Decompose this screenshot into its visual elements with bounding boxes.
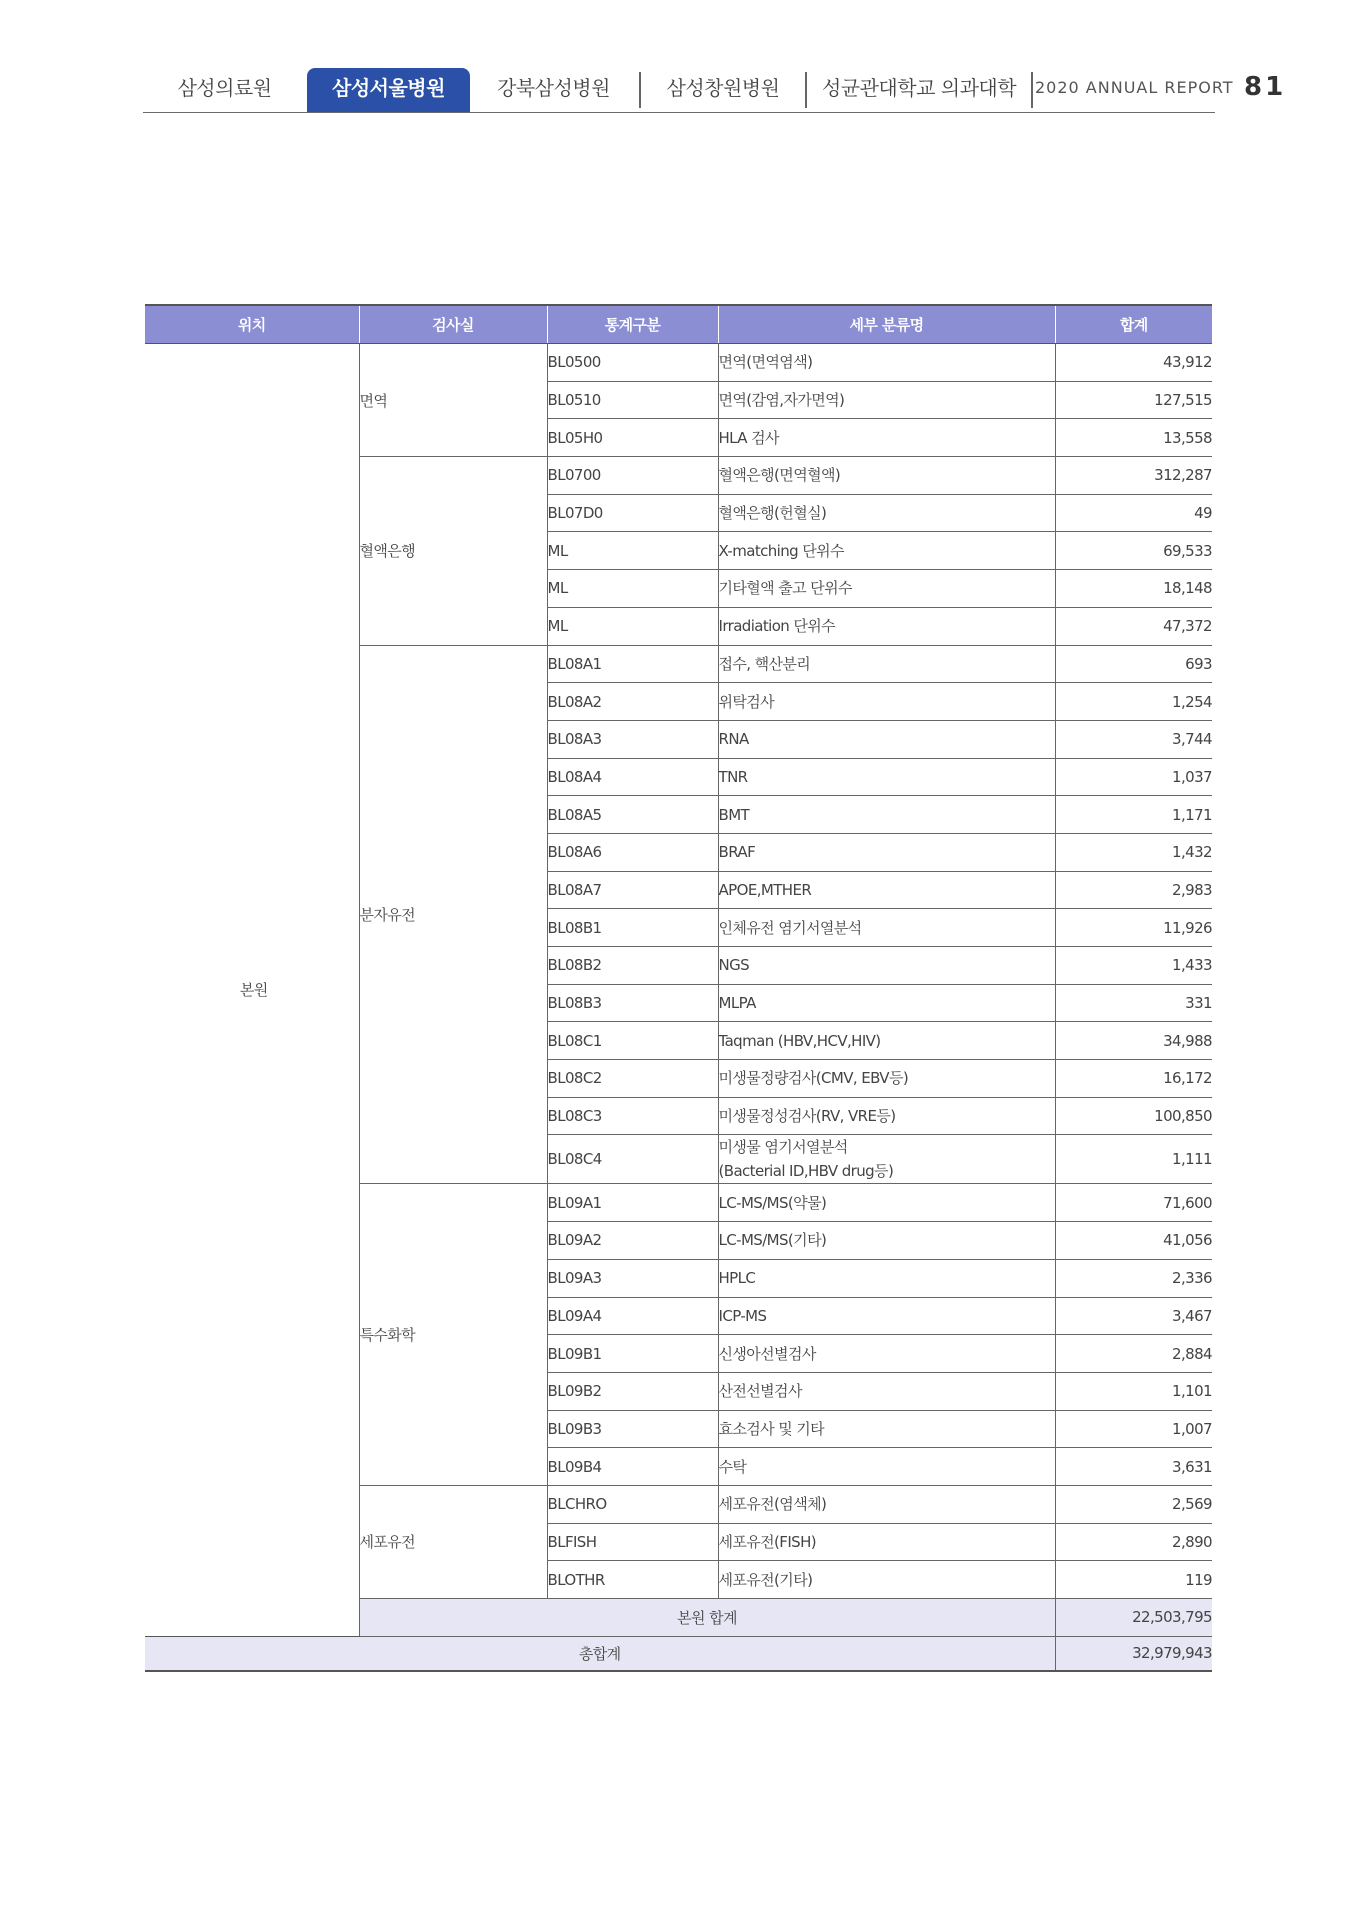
stat-code-cell: BL05H0 (547, 419, 718, 457)
detail-name-text: Taqman (HBV,HCV,HIV) (718, 1031, 881, 1050)
lab-cell: 면역 (359, 344, 547, 457)
detail-name-text: 신생아선별검사 (718, 1344, 816, 1363)
nav-divider (1031, 72, 1033, 108)
detail-name-text: 혈액은행(면역혈액) (718, 466, 841, 485)
detail-name-cell (718, 1297, 1055, 1335)
stat-code-cell: BL08A4 (547, 758, 718, 796)
total-cell: 2,884 (1055, 1335, 1212, 1373)
detail-name-text: 세포유전(기타) (718, 1570, 813, 1589)
total-cell: 331 (1055, 984, 1212, 1022)
stat-code-cell: BL09A3 (547, 1259, 718, 1297)
nav-tab-medical-center[interactable]: 삼성의료원 (177, 76, 272, 100)
detail-name-text: LC-MS/MS(기타) (718, 1231, 827, 1250)
col-header-location: 위치 (145, 305, 359, 344)
detail-name-cell (718, 607, 1055, 645)
col-header-total: 합계 (1055, 305, 1212, 344)
detail-name-text: NGS (718, 956, 750, 975)
stat-code-cell: BL08C2 (547, 1060, 718, 1098)
stat-code-cell: BL09A1 (547, 1184, 718, 1222)
total-cell: 49 (1055, 494, 1212, 532)
total-cell: 1,007 (1055, 1410, 1212, 1448)
stat-code-cell: BL08A1 (547, 645, 718, 683)
total-cell: 69,533 (1055, 532, 1212, 570)
stat-code-cell: BL09B4 (547, 1448, 718, 1486)
stat-code-cell: BL08C1 (547, 1022, 718, 1060)
detail-name-cell (718, 1135, 1055, 1184)
detail-name-cell (718, 833, 1055, 871)
detail-name-subtext: (Bacterial ID,HBV drug등) (718, 1162, 894, 1181)
total-cell: 119 (1055, 1561, 1212, 1599)
detail-name-text: 미생물 염기서열분석 (718, 1138, 848, 1157)
detail-name-cell (718, 1448, 1055, 1486)
detail-name-text: TNR (718, 767, 748, 786)
table-row (145, 344, 1212, 382)
total-cell: 3,744 (1055, 720, 1212, 758)
stat-code-cell: BL08A3 (547, 720, 718, 758)
detail-name-text: ICP-MS (718, 1306, 767, 1325)
total-cell: 71,600 (1055, 1184, 1212, 1222)
detail-name-cell (718, 645, 1055, 683)
lab-cell: 혈액은행 (359, 457, 547, 645)
stat-code-cell: BL0510 (547, 381, 718, 419)
detail-name-cell (718, 1523, 1055, 1561)
nav-tab-seoul-hospital[interactable]: 삼성서울병원 (307, 68, 470, 112)
stat-code-cell: ML (547, 607, 718, 645)
detail-name-cell (718, 683, 1055, 721)
detail-name-text: 미생물정성검사(RV, VRE등) (718, 1107, 896, 1126)
detail-name-cell (718, 494, 1055, 532)
detail-name-cell (718, 1410, 1055, 1448)
table-header-row (145, 305, 1212, 344)
stat-code-cell: BL08C4 (547, 1135, 718, 1184)
nav-tab-medical-school[interactable]: 성균관대학교 의과대학 (821, 76, 1017, 100)
detail-name-text: HLA 검사 (718, 428, 779, 447)
detail-name-cell (718, 570, 1055, 608)
total-cell: 1,111 (1055, 1135, 1212, 1184)
total-cell: 127,515 (1055, 381, 1212, 419)
detail-name-text: MLPA (718, 994, 756, 1013)
stat-code-cell: BL0700 (547, 457, 718, 495)
detail-name-cell (718, 720, 1055, 758)
stat-code-cell: BL09B2 (547, 1372, 718, 1410)
total-cell: 1,432 (1055, 833, 1212, 871)
total-cell: 100,850 (1055, 1097, 1212, 1135)
detail-name-text: 미생물정량검사(CMV, EBV등) (718, 1069, 909, 1088)
subtotal-value: 22,503,795 (1055, 1599, 1212, 1637)
page-number: 81 (1244, 72, 1287, 102)
stat-code-cell: BL08C3 (547, 1097, 718, 1135)
stat-code-cell: BL09B1 (547, 1335, 718, 1373)
total-cell: 1,433 (1055, 947, 1212, 985)
total-cell: 18,148 (1055, 570, 1212, 608)
stats-table (145, 304, 1212, 1672)
detail-name-cell (718, 1184, 1055, 1222)
detail-name-text: X-matching 단위수 (718, 541, 844, 560)
detail-name-cell (718, 381, 1055, 419)
stat-code-cell: BL08B3 (547, 984, 718, 1022)
stat-code-cell: BL08A6 (547, 833, 718, 871)
detail-name-cell (718, 1060, 1055, 1098)
subtotal-label: 본원 합계 (359, 1599, 1055, 1637)
detail-name-cell (718, 1022, 1055, 1060)
col-header-detail-name: 세부 분류명 (718, 305, 1055, 344)
grand-total-label: 총합계 (145, 1636, 1055, 1671)
total-cell: 3,467 (1055, 1297, 1212, 1335)
total-cell: 2,569 (1055, 1485, 1212, 1523)
lab-cell: 세포유전 (359, 1485, 547, 1598)
total-cell: 1,254 (1055, 683, 1212, 721)
detail-name-text: 혈액은행(헌혈실) (718, 504, 827, 523)
lab-cell: 특수화학 (359, 1184, 547, 1486)
stat-code-cell: BL0500 (547, 344, 718, 382)
stat-code-cell: BL08A5 (547, 796, 718, 834)
stat-code-cell: BL09A4 (547, 1297, 718, 1335)
detail-name-cell (718, 947, 1055, 985)
detail-name-text: LC-MS/MS(약물) (718, 1193, 827, 1212)
col-header-stat-code: 통계구분 (547, 305, 718, 344)
stat-code-cell: BLOTHR (547, 1561, 718, 1599)
stat-code-cell: BLFISH (547, 1523, 718, 1561)
detail-name-text: 인체유전 염기서열분석 (718, 918, 862, 937)
report-title: 2020 ANNUAL REPORT (1035, 78, 1234, 97)
total-cell: 3,631 (1055, 1448, 1212, 1486)
stat-code-cell: BL09A2 (547, 1222, 718, 1260)
detail-name-text: 접수, 핵산분리 (718, 654, 811, 673)
detail-name-cell (718, 796, 1055, 834)
stat-code-cell: ML (547, 570, 718, 608)
detail-name-cell (718, 457, 1055, 495)
detail-name-text: BRAF (718, 843, 756, 862)
stat-code-cell: BL09B3 (547, 1410, 718, 1448)
detail-name-text: 세포유전(FISH) (718, 1532, 817, 1551)
total-cell: 2,983 (1055, 871, 1212, 909)
detail-name-cell (718, 532, 1055, 570)
stat-code-cell: ML (547, 532, 718, 570)
detail-name-cell (718, 1485, 1055, 1523)
detail-name-cell (718, 1222, 1055, 1260)
nav-divider (639, 72, 641, 108)
detail-name-cell (718, 1259, 1055, 1297)
stat-code-cell: BL08A7 (547, 871, 718, 909)
total-cell: 693 (1055, 645, 1212, 683)
detail-name-text: 산전선별검사 (718, 1382, 802, 1401)
nav-tab-changwon-hospital[interactable]: 삼성창원병원 (666, 76, 780, 100)
detail-name-cell (718, 1561, 1055, 1599)
grand-total-row (145, 1636, 1212, 1671)
total-cell: 41,056 (1055, 1222, 1212, 1260)
detail-name-cell (718, 344, 1055, 382)
nav-tab-kangbuk-hospital[interactable]: 강북삼성병원 (497, 76, 610, 100)
total-cell: 43,912 (1055, 344, 1212, 382)
grand-total-value: 32,979,943 (1055, 1636, 1212, 1671)
stat-code-cell: BL08B1 (547, 909, 718, 947)
lab-cell: 분자유전 (359, 645, 547, 1184)
detail-name-text: Irradiation 단위수 (718, 617, 836, 636)
total-cell: 1,101 (1055, 1372, 1212, 1410)
total-cell: 2,890 (1055, 1523, 1212, 1561)
total-cell: 34,988 (1055, 1022, 1212, 1060)
detail-name-text: 기타혈액 출고 단위수 (718, 579, 852, 598)
detail-name-cell (718, 1372, 1055, 1410)
detail-name-text: 면역(면역염색) (718, 353, 813, 372)
detail-name-cell (718, 758, 1055, 796)
detail-name-text: 세포유전(염색체) (718, 1495, 827, 1514)
stat-code-cell: BL07D0 (547, 494, 718, 532)
detail-name-text: APOE,MTHER (718, 880, 812, 899)
col-header-lab: 검사실 (359, 305, 547, 344)
detail-name-cell (718, 871, 1055, 909)
total-cell: 47,372 (1055, 607, 1212, 645)
detail-name-text: 수탁 (718, 1457, 747, 1476)
total-cell: 1,171 (1055, 796, 1212, 834)
stat-code-cell: BL08A2 (547, 683, 718, 721)
detail-name-text: BMT (718, 805, 750, 824)
total-cell: 16,172 (1055, 1060, 1212, 1098)
total-cell: 11,926 (1055, 909, 1212, 947)
stat-code-cell: BLCHRO (547, 1485, 718, 1523)
detail-name-text: HPLC (718, 1269, 756, 1288)
total-cell: 1,037 (1055, 758, 1212, 796)
detail-name-cell (718, 419, 1055, 457)
total-cell: 13,558 (1055, 419, 1212, 457)
detail-name-text: 효소검사 및 기타 (718, 1419, 825, 1438)
detail-name-text: 면역(감염,자가면역) (718, 391, 845, 410)
location-cell: 본원 (145, 344, 359, 1637)
detail-name-text: RNA (718, 730, 749, 749)
detail-name-cell (718, 984, 1055, 1022)
detail-name-cell (718, 1335, 1055, 1373)
detail-name-cell (718, 1097, 1055, 1135)
total-cell: 312,287 (1055, 457, 1212, 495)
nav-divider (805, 72, 807, 108)
stat-code-cell: BL08B2 (547, 947, 718, 985)
detail-name-text: 위탁검사 (718, 692, 775, 711)
total-cell: 2,336 (1055, 1259, 1212, 1297)
detail-name-cell (718, 909, 1055, 947)
